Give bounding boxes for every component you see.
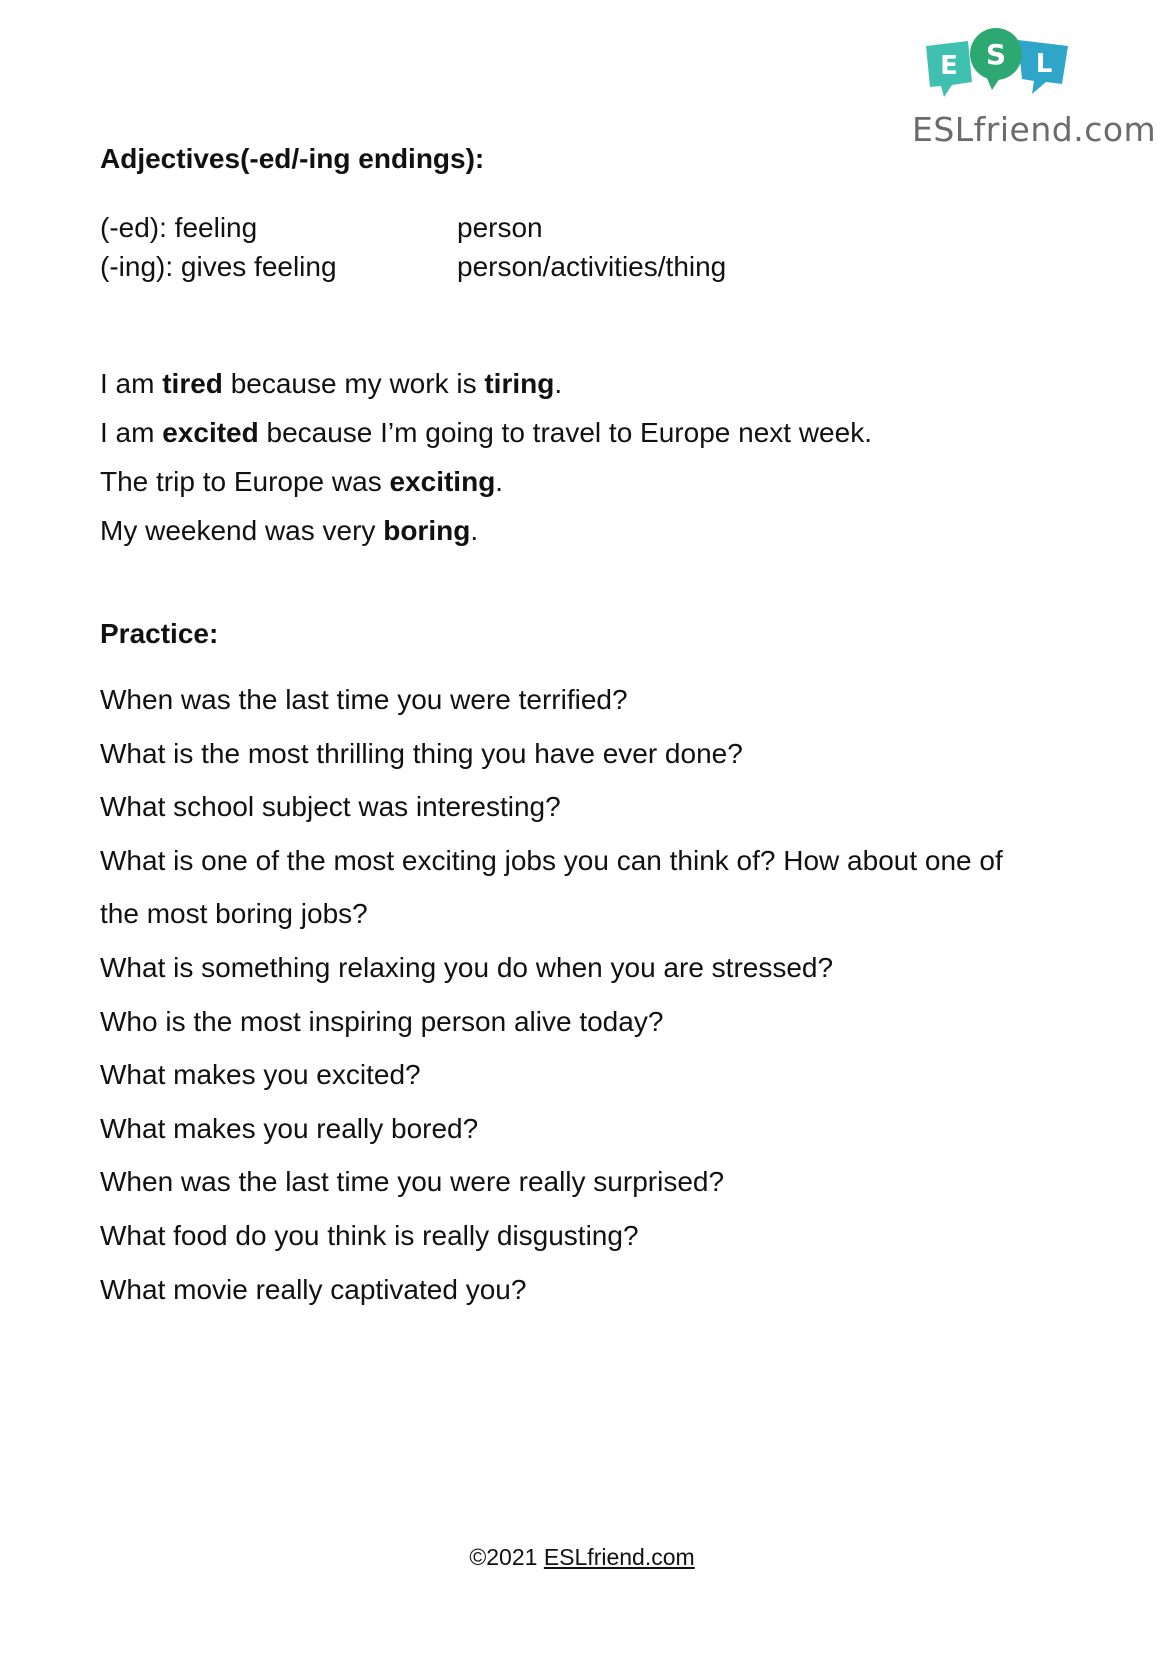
example-text: I am (100, 417, 163, 448)
practice-question: Who is the most inspiring person alive today? (100, 1005, 664, 1037)
footer (0, 1544, 1164, 1571)
definition-row-ed (100, 212, 543, 244)
example-bold-word: tiring (484, 368, 555, 399)
practice-question: What makes you really bored? (100, 1112, 479, 1144)
practice-question: What school subject was interesting? (100, 791, 561, 823)
definition-target: person/activities/thing (457, 251, 727, 282)
footer-link[interactable]: ESLfriend.com (543, 1544, 695, 1570)
example-sentence (100, 368, 562, 400)
practice-question: When was the last time you were terrified? (100, 684, 628, 715)
example-text: . (554, 368, 563, 399)
example-sentence (100, 466, 503, 498)
eslfriend-logo (912, 24, 1157, 154)
footer-copyright: ©2021 (469, 1544, 544, 1570)
example-text: . (495, 466, 504, 497)
practice-question: What makes you excited? (100, 1059, 421, 1091)
example-text: . (470, 515, 479, 546)
definition-target: person (457, 212, 543, 243)
page-title: Adjectives(-ed/-ing endings): (100, 143, 485, 174)
example-text: The trip to Europe was (100, 466, 390, 497)
example-sentence (100, 515, 478, 547)
practice-question: What is the most thrilling thing you have ever done? (100, 737, 743, 769)
example-bold-word: tired (162, 368, 223, 399)
example-bold-word: exciting (389, 466, 496, 497)
practice-question: What movie really captivated you? (100, 1273, 527, 1305)
example-sentence (100, 417, 872, 449)
esl-speech-bubbles-icon (920, 24, 1080, 104)
practice-question: What is one of the most exciting jobs you can think of? How about one of (100, 844, 1003, 876)
example-text: because I’m going to travel to Europe next week. (258, 417, 872, 448)
practice-question: When was the last time you were really surprised? (100, 1166, 725, 1198)
definition-suffix: (-ing): gives feeling (100, 251, 337, 282)
practice-question: What food do you think is really disgusting? (100, 1219, 639, 1251)
practice-question-list (100, 682, 1003, 1325)
example-bold-word: boring (383, 515, 471, 546)
definition-row-ing (100, 251, 727, 283)
example-bold-word: excited (162, 417, 259, 448)
practice-question: What is something relaxing you do when you are stressed? (100, 951, 834, 983)
practice-heading: Practice: (100, 618, 219, 649)
definition-suffix: (-ed): feeling (100, 212, 258, 243)
logo-text: ESLfriend.com (912, 110, 1157, 149)
practice-question: the most boring jobs? (100, 898, 368, 930)
logo-badge-s (970, 28, 1022, 90)
example-text: because my work is (222, 368, 485, 399)
example-text: I am (100, 368, 163, 399)
logo-badge-e (926, 41, 972, 97)
logo-letter-e: E (940, 51, 958, 81)
logo-letter-l: L (1035, 49, 1053, 79)
logo-badge-l (1018, 40, 1068, 94)
logo-letter-s: S (985, 38, 1007, 71)
example-text: My weekend was very (100, 515, 384, 546)
